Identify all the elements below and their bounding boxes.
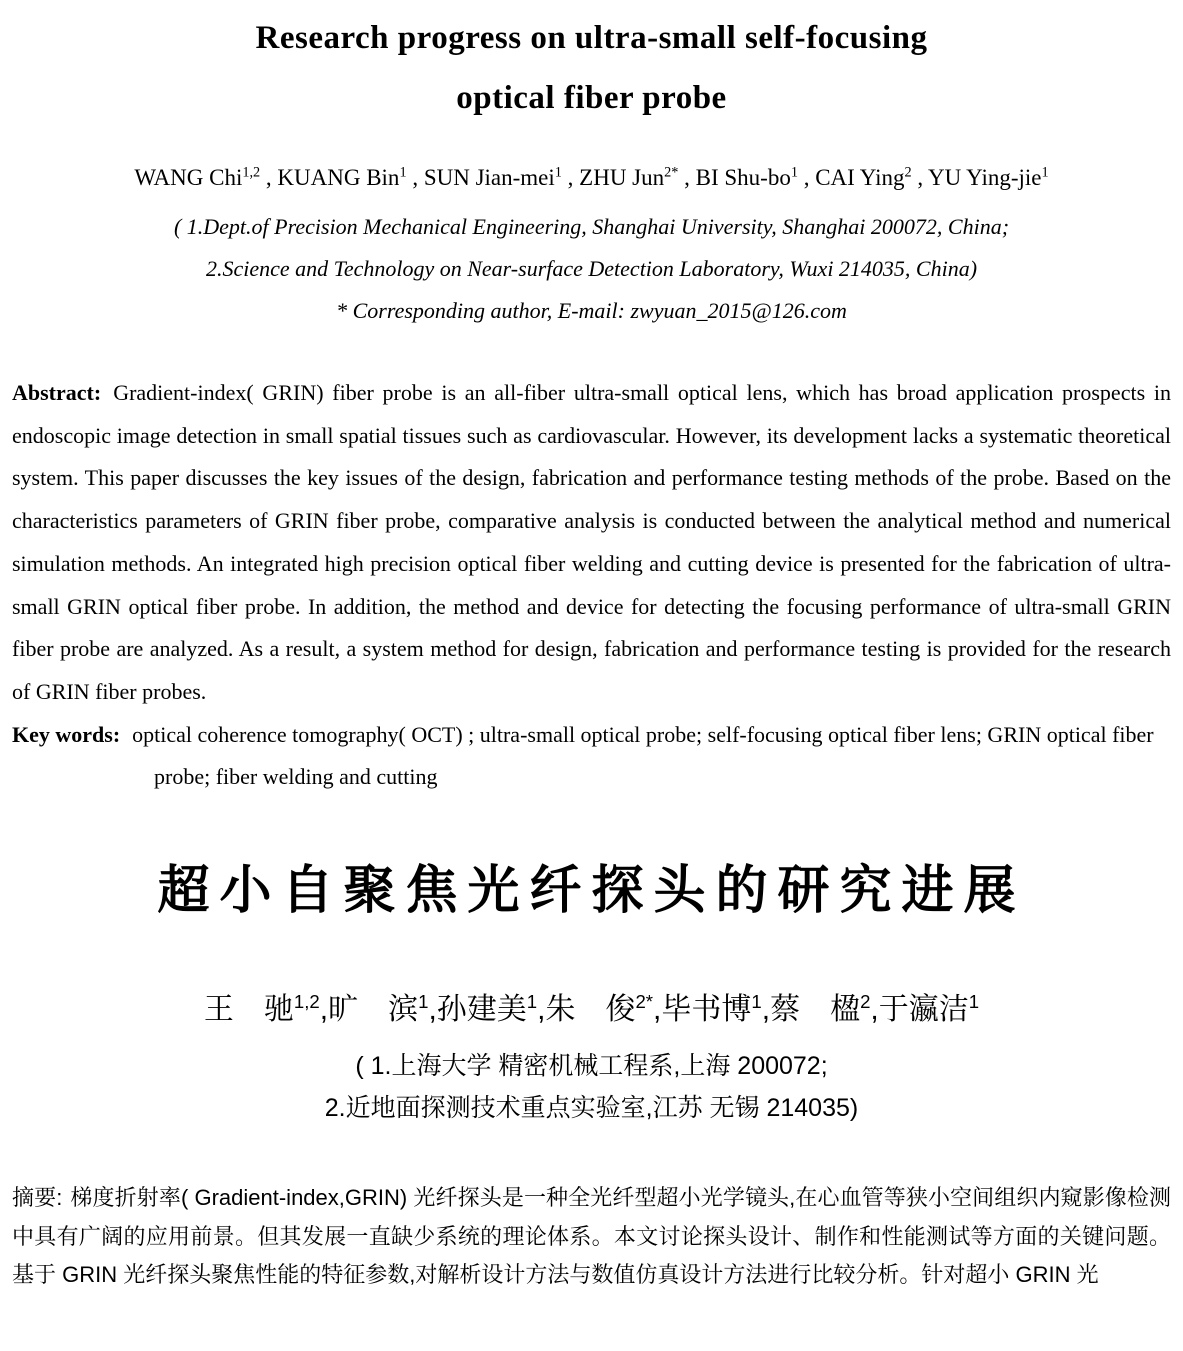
- author-name: CAI Ying$^2$: [815, 164, 912, 190]
- author-name: WANG Chi$^{1,2}$: [134, 164, 261, 190]
- author-affiliation-mark: 1: [418, 991, 429, 1013]
- abstract-english: [12, 372, 1171, 714]
- title-line-2: optical fiber probe: [456, 80, 727, 116]
- abstract-label: Abstract:: [12, 380, 102, 405]
- paper-page: [0, 8, 1183, 1351]
- abstract-chinese: [12, 1179, 1171, 1295]
- author-name: 朱 俊$^{2*}$: [545, 991, 654, 1027]
- affiliation-english-1: ( 1.Dept.of Precision Mechanical Engineering, Shanghai University, Shanghai 200072, China;: [173, 214, 1010, 239]
- author-affiliation-mark: 2: [904, 164, 912, 181]
- author-affiliation-mark: 1: [968, 991, 980, 1013]
- author-affiliation-mark: 1: [526, 991, 538, 1013]
- author-name: KUANG Bin$^1$: [277, 164, 407, 190]
- author-affiliation-mark: 1: [790, 164, 798, 181]
- author-affiliation-mark: 1: [751, 991, 762, 1013]
- keywords-label: Key words:: [12, 721, 121, 747]
- author-affiliation-mark: 1: [399, 164, 407, 181]
- author-affiliation-mark: 2*: [664, 164, 679, 181]
- author-affiliation-mark: 1: [1041, 164, 1049, 181]
- author-name: 蔡 楹$^2$: [770, 991, 871, 1027]
- author-name: 于瀛洁$^1$: [878, 991, 980, 1027]
- keywords-english: [12, 714, 1171, 799]
- author-name: ZHU Jun$^{2*}$: [579, 164, 679, 190]
- author-name: 毕书博$^1$: [661, 991, 762, 1027]
- affiliation-chinese-2: 2.近地面探测技术重点实验室,江苏 无锡 214035): [324, 1094, 859, 1123]
- author-name: 旷 滨$^1$: [328, 991, 429, 1027]
- author-affiliation-mark: 1,2: [242, 164, 261, 181]
- keywords-text: optical coherence tomography( OCT) ; ultra-small optical probe; self-focusing optical fiber lens; GRIN optical fiber probe; fiber welding and cutting: [132, 721, 1154, 790]
- author-name: 王 驰$^{1,2}$: [203, 991, 320, 1027]
- authors-chinese: 王 驰$^{1,2}$,旷 滨$^1$,孙建美$^1$,朱 俊$^{2*}$,毕书博$^1$,蔡 楹$^2$,于瀛洁$^1$: [203, 991, 980, 1027]
- affiliation-english-2: 2.Science and Technology on Near-surface Detection Laboratory, Wuxi 214035, China): [205, 256, 978, 281]
- author-name: YU Ying-jie$^1$: [928, 164, 1049, 190]
- author-affiliation-mark: 2: [860, 991, 871, 1013]
- abstract-chinese-text: 梯度折射率( Gradient-index,GRIN) 光纤探头是一种全光纤型超小光学镜头,在心血管等狭小空间组织内窥影像检测中具有广阔的应用前景。但其发展一直缺少系统的理论体系。本文讨论探头设计、制作和性能测试等方面的关键问题。基于 GRIN 光纤探头聚焦性能的特征参数,对解析设计方法与数值仿真设计方法进行比较分析。针对超小 GRIN 光: [12, 1185, 1171, 1288]
- author-name: SUN Jian-mei$^1$: [423, 164, 562, 190]
- paper-title-chinese: 超小自聚焦光纤探头的研究进展: [157, 862, 1026, 921]
- paper-title-english: [12, 8, 1171, 128]
- abstract-text: Gradient-index( GRIN) fiber probe is an all-fiber ultra-small optical lens, which has broad application prospects in endoscopic image detection in small spatial tissues such as cardiovascular. However, its development lacks a systematic theoretical system. This paper discusses the key issues of the design, fabrication and performance testing methods of the probe. Based on the characteristics parameters of GRIN fiber probe, comparative analysis is conducted between the analytical method and numerical simulation methods. An integrated high precision optical fiber welding and cutting device is presented for the fabrication of ultra-small GRIN optical fiber probe. In addition, the method and device for detecting the focusing performance of ultra-small GRIN fiber probe are analyzed. As a result, a system method for design, fabrication and performance testing is provided for the research of GRIN fiber probes.: [12, 380, 1171, 704]
- author-affiliation-mark: 1,2: [293, 991, 320, 1013]
- author-affiliation-mark: 2*: [635, 991, 654, 1013]
- author-name: 孙建美$^1$: [436, 991, 538, 1027]
- author-name: BI Shu-$bo^1$: [695, 164, 798, 190]
- affiliation-chinese-1: ( 1.上海大学 精密机械工程系,上海 200072;: [355, 1052, 828, 1081]
- abstract-chinese-label: 摘要:: [12, 1185, 63, 1211]
- authors-english: WANG Chi$^{1,2}$ , KUANG Bin$^1$ , SUN Jian-mei$^1$ , ZHU Jun$^{2*}$ , BI Shu-$bo^1$ , CAI Ying$^2$ , YU Ying-jie$^1$: [134, 164, 1049, 190]
- corresponding-author-line: * Corresponding author, E-mail: zwyuan_2015@126.com: [336, 298, 847, 323]
- author-affiliation-mark: 1: [554, 164, 562, 181]
- title-line-1: Research progress on ultra-small self-focusing: [255, 20, 928, 56]
